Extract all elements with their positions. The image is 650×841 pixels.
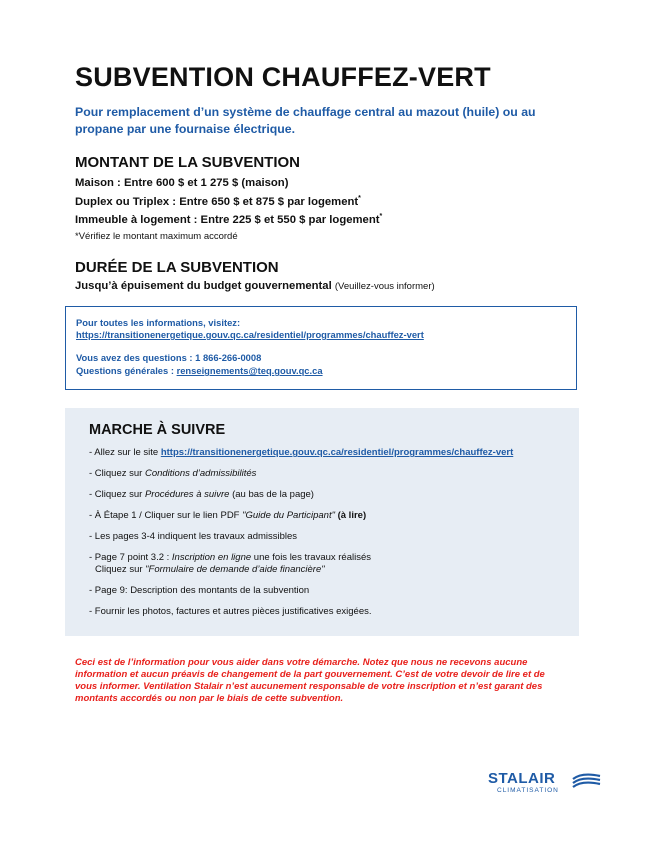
steps-heading: MARCHE À SUIVRE <box>89 422 226 438</box>
amount-line-building: Immeuble à logement : Entre 225 $ et 550 $ par logement* <box>75 213 383 226</box>
duration-heading: DURÉE DE LA SUBVENTION <box>75 259 279 276</box>
email-link[interactable]: renseignements@teq.gouv.qc.ca <box>176 365 323 376</box>
info-phone: Vous avez des questions : 1 866-266-0008 <box>76 352 262 363</box>
step-6: - Page 7 point 3.2 : Inscription en ligne une fois les travaux réalisés <box>89 552 372 563</box>
subtitle: Pour remplacement d’un système de chauffage central au mazout (huile) ou au propane par une fournaise électrique. <box>75 105 536 136</box>
logo-tagline: CLIMATISATION <box>497 787 559 794</box>
step-3: - Cliquez sur Procédures à suivre (au bas de la page) <box>89 489 314 500</box>
step-5: - Les pages 3-4 indiquent les travaux admissibles <box>89 531 298 542</box>
step-1: - Allez sur le site https://transitionenergetique.gouv.qc.ca/residentiel/programmes/chauffez-vert <box>89 447 514 458</box>
logo-wordmark: STALAIR <box>488 770 556 787</box>
asterisk: * <box>358 195 361 202</box>
amount-line-duplex: Duplex ou Triplex : Entre 650 $ et 875 $ par logement* <box>75 195 361 208</box>
step-7: - Page 9: Description des montants de la subvention <box>89 585 310 596</box>
info-url-row <box>76 329 424 340</box>
page-title: SUBVENTION CHAUFFEZ-VERT <box>75 62 491 92</box>
info-intro: Pour toutes les informations, visitez: <box>76 317 241 328</box>
info-general: Questions générales : renseignements@teq.gouv.qc.ca <box>76 365 323 376</box>
amount-note: *Vérifiez le montant maximum accordé <box>75 231 238 242</box>
asterisk: * <box>379 213 383 220</box>
wave-icon <box>572 771 602 791</box>
stalair-logo <box>488 770 606 796</box>
step-2: - Cliquez sur Conditions d’admissibilités <box>89 468 257 479</box>
step-6-continued: Cliquez sur "Formulaire de demande d’aide financière" <box>95 564 325 575</box>
duration-text: Jusqu’à épuisement du budget gouvernemental (Veuillez-vous informer) <box>75 280 435 292</box>
amount-line-house: Maison : Entre 600 $ et 1 275 $ (maison) <box>75 177 289 189</box>
disclaimer: Ceci est de l’information pour vous aider dans votre démarche. Notez que nous ne recevons aucune information et aucun préavis de changement de la part gouvernement. C’est de votre devoir de lire et de vous informer. Ventilation Stalair n’est aucunement responsable de votre inscription et n’est garant des montants accordés ou non par le biais de cette subvention. <box>75 657 545 704</box>
steps-program-link[interactable]: https://transitionenergetique.gouv.qc.ca/residentiel/programmes/chauffez-vert <box>160 447 514 458</box>
steps-panel <box>65 408 579 636</box>
amount-heading: MONTANT DE LA SUBVENTION <box>75 154 300 171</box>
program-link[interactable]: https://transitionenergetique.gouv.qc.ca/residentiel/programmes/chauffez-vert <box>76 329 424 340</box>
step-8: - Fournir les photos, factures et autres pièces justificatives exigées. <box>89 606 372 617</box>
step-4: - À Étape 1 / Cliquer sur le lien PDF "Guide du Participant" (à lire) <box>89 510 367 521</box>
info-box <box>65 306 577 390</box>
duration-aside: (Veuillez-vous informer) <box>334 281 435 292</box>
